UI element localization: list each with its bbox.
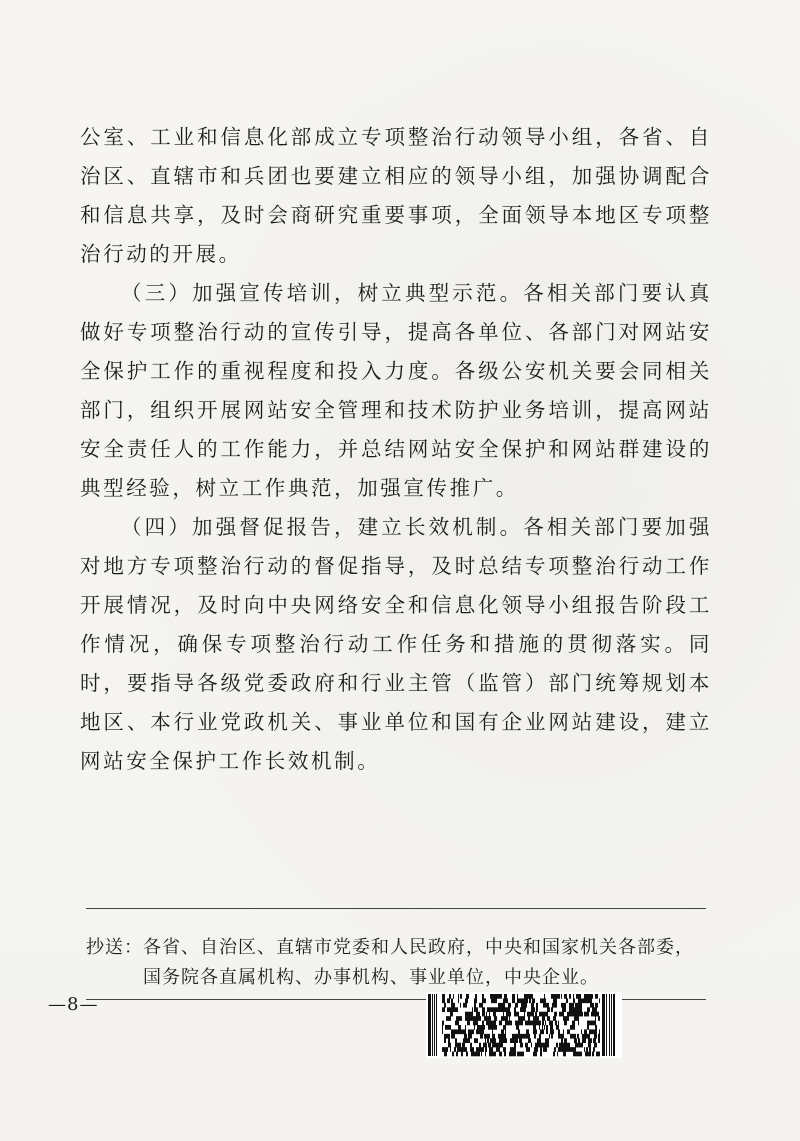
cc-row: [86, 933, 706, 993]
cc-label: 抄送：: [86, 937, 143, 958]
paragraph-publicity-training: （三）加强宣传培训，树立典型示范。各相关部门要认真做好专项整治行动的宣传引导，提高各单位、各部门对网站安全保护工作的重视程度和投入力度。各级公安机关要会同相关部门，组织开展网站安全管理和技术防护业务培训，提高网站安全责任人的工作能力，并总结网站安全保护和网站群建设的典型经验，树立工作典范，加强宣传推广。: [80, 281, 712, 500]
cc-distribution-block: [86, 908, 706, 1000]
barcode-graphic: [426, 992, 622, 1058]
document-body: [80, 118, 712, 781]
pdf417-barcode: [426, 992, 622, 1058]
cc-recipients-line-2: 国务院各直属机构、办事机构、事业单位，中央企业。: [143, 967, 599, 988]
paragraph-supervision-reporting: （四）加强督促报告，建立长效机制。各相关部门要加强对地方专项整治行动的督促指导，及时总结专项整治行动工作开展情况，及时向中央网络安全和信息化领导小组报告阶段工作情况，确保专项整治行动工作任务和措施的贯彻落实。同时，要指导各级党委政府和行业主管（监管）部门统筹规划本地区、本行业党政机关、事业单位和国有企业网站建设，建立网站安全保护工作长效机制。: [80, 515, 712, 773]
cc-recipients: [143, 933, 706, 993]
cc-recipients-line-1: 各省、自治区、直辖市党委和人民政府，中央和国家机关各部委，: [143, 937, 694, 958]
page-number: —8—: [48, 994, 99, 1015]
paragraph-leadership-continuation: 公室、工业和信息化部成立专项整治行动领导小组，各省、自治区、直辖市和兵团也要建立相应的领导小组，加强协调配合和信息共享，及时会商研究重要事项，全面领导本地区专项整治行动的开展。: [80, 125, 712, 266]
